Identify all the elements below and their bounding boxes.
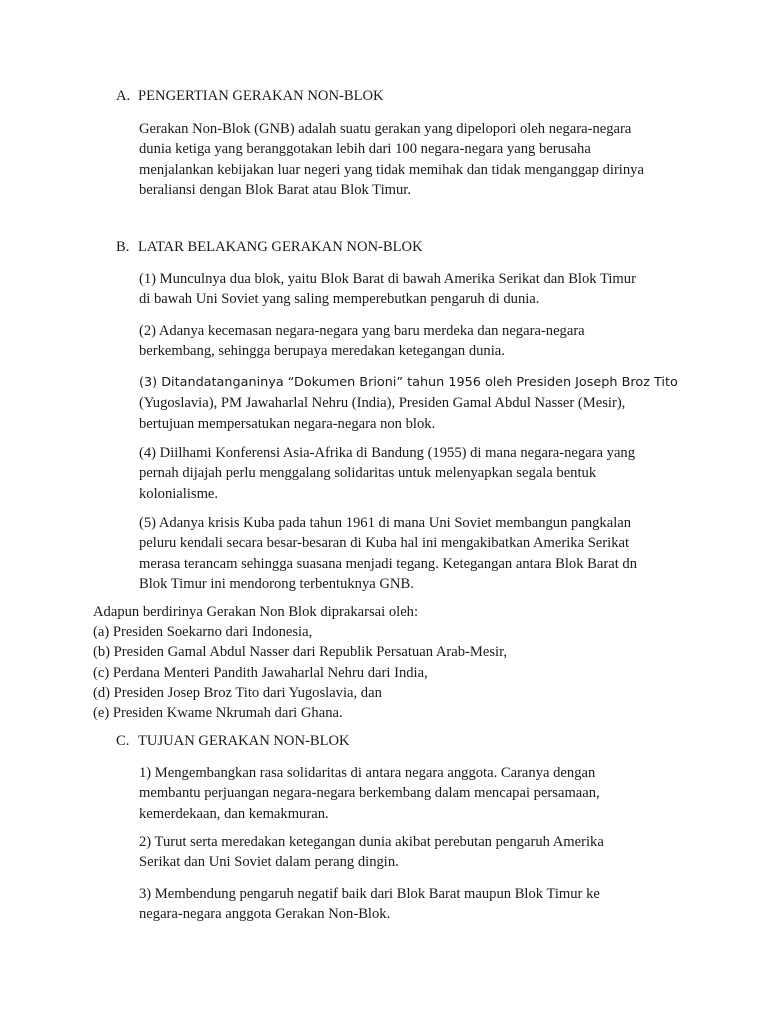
list-item: (b) Presiden Gamal Abdul Nasser dari Republik Persatuan Arab-Mesir,	[93, 644, 508, 661]
paragraph-line: (2) Adanya kecemasan negara-negara yang baru merdeka dan negara-negara	[139, 323, 585, 339]
section-a-title: PENGERTIAN GERAKAN NON-BLOK	[138, 88, 384, 104]
section-c-heading	[116, 731, 350, 751]
paragraph-line: (4) Diilhami Konferensi Asia-Afrika di Bandung (1955) di mana negara-negara yang	[139, 445, 636, 461]
paragraph-line: (Yugoslavia), PM Jawaharlal Nehru (India), Presiden Gamal Abdul Nasser (Mesir),	[139, 395, 626, 412]
section-b-heading	[116, 237, 423, 257]
list-item: (e) Presiden Kwame Nkrumah dari Ghana.	[93, 705, 343, 722]
paragraph-line: 3) Membendung pengaruh negatif baik dari Blok Barat maupun Blok Timur ke	[139, 886, 600, 902]
list-item: (a) Presiden Soekarno dari Indonesia,	[93, 624, 313, 641]
paragraph-line: kemerdekaan, dan kemakmuran.	[139, 805, 329, 822]
paragraph-line: peluru kendali secara besar-besaran di Kuba hal ini mengakibatkan Amerika Serikat	[139, 535, 630, 552]
paragraph-line: (3) Ditandatanganinya “Dokumen Brioni” tahun 1956 oleh Presiden Joseph Broz Tito	[139, 375, 678, 390]
list-item: (c) Perdana Menteri Pandith Jawaharlal Nehru dari India,	[93, 664, 428, 681]
section-b-item-3	[139, 373, 679, 434]
section-a-letter: A.	[116, 88, 131, 104]
founders-intro: Adapun berdirinya Gerakan Non Blok diprakarsai oleh:	[93, 604, 419, 620]
section-c-item-2	[139, 832, 679, 873]
section-c-item-3	[139, 884, 679, 925]
section-b-letter: B.	[116, 239, 130, 255]
section-b-item-1	[139, 269, 679, 310]
paragraph-line: Blok Timur ini mendorong terbentuknya GNB.	[139, 575, 414, 592]
paragraph-line: pernah dijajah perlu menggalang solidaritas untuk melenyapkan segala bentuk	[139, 465, 597, 482]
section-b-item-4	[139, 443, 679, 504]
founders-list	[93, 602, 693, 723]
paragraph-line: kolonialisme.	[139, 485, 219, 502]
paragraph-line: dunia ketiga yang beranggotakan lebih dari 100 negara-negara yang berusaha	[139, 141, 591, 158]
section-c-title: TUJUAN GERAKAN NON-BLOK	[138, 733, 350, 749]
paragraph-line: merasa terancam sehingga suasana menjadi tegang. Ketegangan antara Blok Barat dn	[139, 555, 638, 572]
paragraph-line: bertujuan mempersatukan negara-negara non blok.	[139, 415, 436, 432]
paragraph-line: beraliansi dengan Blok Barat atau Blok Timur.	[139, 181, 411, 198]
section-a-paragraph	[139, 119, 679, 200]
section-b-item-2	[139, 321, 679, 362]
paragraph-line: (5) Adanya krisis Kuba pada tahun 1961 di mana Uni Soviet membangun pangkalan	[139, 515, 632, 531]
paragraph-line: Serikat dan Uni Soviet dalam perang dingin.	[139, 854, 399, 871]
paragraph-line: di bawah Uni Soviet yang saling memperebutkan pengaruh di dunia.	[139, 291, 540, 308]
section-c-item-1	[139, 763, 679, 824]
paragraph-line: menjalankan kebijakan luar negeri yang tidak memihak dan tidak menganggap dirinya	[139, 161, 644, 178]
section-a-heading	[116, 86, 384, 106]
paragraph-line: 1) Mengembangkan rasa solidaritas di antara negara anggota. Caranya dengan	[139, 765, 596, 781]
paragraph-line: berkembang, sehingga berupaya meredakan ketegangan dunia.	[139, 343, 505, 360]
section-b-item-5	[139, 513, 679, 594]
paragraph-line: Gerakan Non-Blok (GNB) adalah suatu gerakan yang dipelopori oleh negara-negara	[139, 121, 632, 137]
paragraph-line: 2) Turut serta meredakan ketegangan dunia akibat perebutan pengaruh Amerika	[139, 834, 604, 850]
paragraph-line: negara-negara anggota Gerakan Non-Blok.	[139, 906, 391, 923]
section-b-title: LATAR BELAKANG GERAKAN NON-BLOK	[138, 239, 423, 255]
paragraph-line: membantu perjuangan negara-negara berkembang dalam mencapai persamaan,	[139, 785, 600, 802]
paragraph-line: (1) Munculnya dua blok, yaitu Blok Barat di bawah Amerika Serikat dan Blok Timur	[139, 271, 636, 287]
section-c-letter: C.	[116, 733, 130, 749]
list-item: (d) Presiden Josep Broz Tito dari Yugoslavia, dan	[93, 684, 382, 701]
